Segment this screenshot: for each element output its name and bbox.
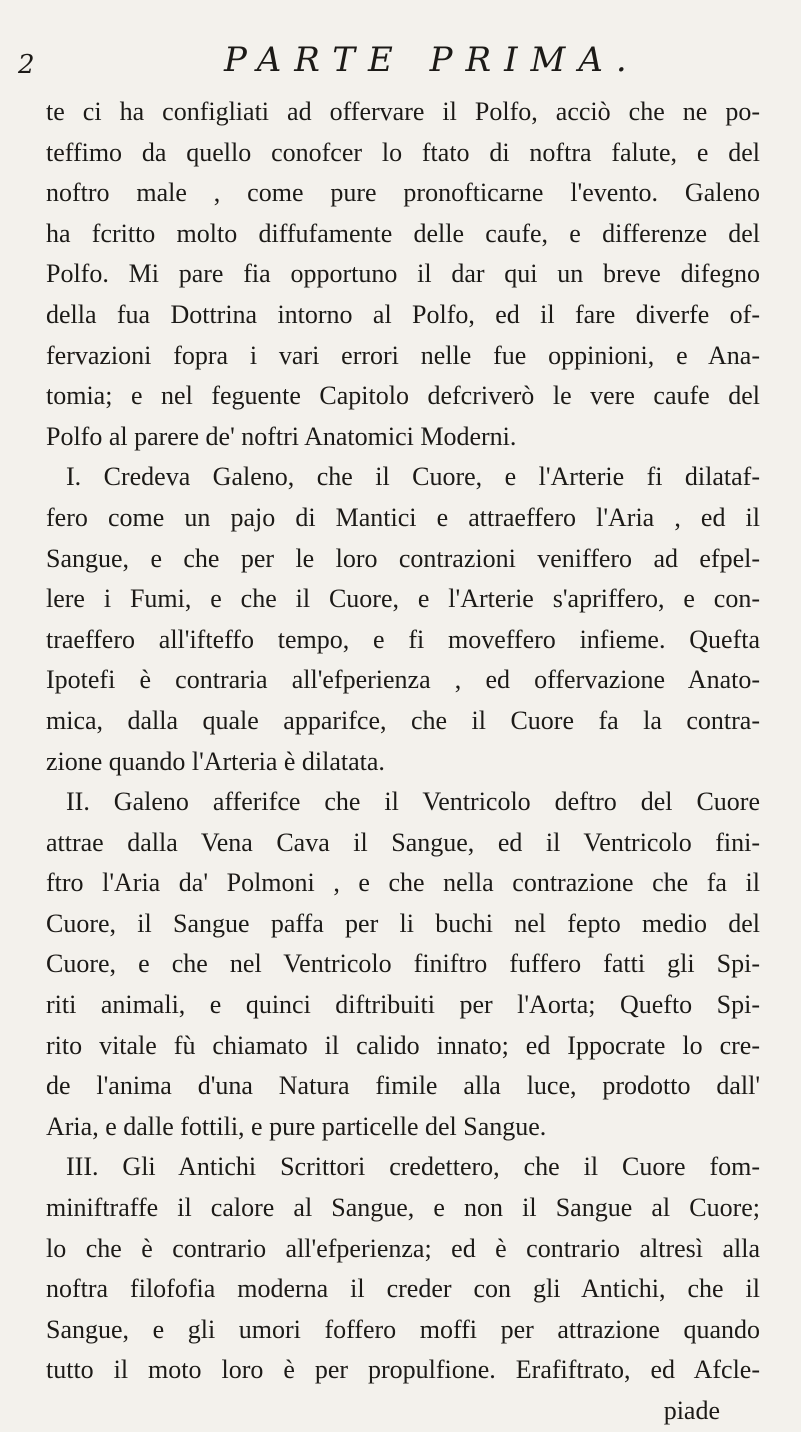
text-line: teffimo da quello conofcer lo ftato di noftra falute, e del xyxy=(46,137,760,167)
text-line: traeffero all'ifteffo tempo, e fi moveffero infieme. Quefta xyxy=(46,624,760,654)
text-line: della fua Dottrina intorno al Polfo, ed il fare diverfe of- xyxy=(46,299,760,329)
text-line: III. Gli Antichi Scrittori credettero, che il Cuore fom- xyxy=(66,1152,760,1182)
text-line: rito vitale fù chiamato il calido innato; ed Ippocrate lo cre- xyxy=(46,1030,760,1060)
text-line: te ci ha configliati ad offervare il Polfo, acciò che ne po- xyxy=(46,97,760,126)
text-line: Cuore, e che nel Ventricolo finiftro fuffero fatti gli Spi- xyxy=(46,949,760,979)
text-line: ftro l'Aria da' Polmoni , e che nella contrazione che fa il xyxy=(46,868,760,898)
page-number: 2 xyxy=(18,50,35,80)
text-line: riti animali, e quinci diftribuiti per l'Aorta; Quefto Spi- xyxy=(46,990,760,1020)
text-line: lo che è contrario all'efperienza; ed è contrario altresì alla xyxy=(46,1233,760,1263)
text-line: Sangue, e che per le loro contrazioni veniffero ad efpel- xyxy=(46,543,760,573)
text-line: fero come un pajo di Mantici e attraeffero l'Aria , ed il xyxy=(46,502,760,532)
text-line: attrae dalla Vena Cava il Sangue, ed il Ventricolo fini- xyxy=(46,827,760,857)
text-line: fervazioni fopra i vari errori nelle fue oppinioni, e Ana- xyxy=(46,340,760,370)
text-line: II. Galeno afferifce che il Ventricolo deftro del Cuore xyxy=(66,787,760,817)
text-line: miniftraffe il calore al Sangue, e non il Sangue al Cuore; xyxy=(46,1193,760,1223)
text-line: de l'anima d'una Natura fimile alla luce, prodotto dall' xyxy=(46,1071,760,1101)
text-line: tomia; e nel feguente Capitolo defcriverò le vere caufe del xyxy=(46,381,760,411)
text-line: Aria, e dalle fottili, e pure particelle del Sangue. xyxy=(46,1111,547,1141)
text-line: ha fcritto molto diffufamente delle caufe, e differenze del xyxy=(46,218,760,248)
text-line: noftro male , come pure pronofticarne l'evento. Galeno xyxy=(46,178,760,208)
text-line: zione quando l'Arteria è dilatata. xyxy=(46,746,385,776)
text-line: I. Credeva Galeno, che il Cuore, e l'Arterie fi dilataf- xyxy=(66,462,760,492)
text-line: Polfo. Mi pare fia opportuno il dar qui un breve difegno xyxy=(46,259,760,289)
body-text xyxy=(46,92,760,1432)
text-line: Polfo al parere de' noftri Anatomici Moderni. xyxy=(46,421,517,451)
text-line: Ipotefi è contraria all'efperienza , ed offervazione Anato- xyxy=(46,665,760,695)
text-line: noftra filofofia moderna il creder con gli Antichi, che il xyxy=(46,1274,760,1304)
text-line: Cuore, il Sangue paffa per li buchi nel fepto medio del xyxy=(46,908,760,938)
text-line: Sangue, e gli umori foffero moffi per attrazione quando xyxy=(46,1314,760,1344)
catchword: piade xyxy=(663,1396,720,1425)
text-line: tutto il moto loro è per propulfione. Erafiftrato, ed Afcle- xyxy=(46,1355,760,1385)
running-head: PARTE PRIMA. xyxy=(224,40,640,80)
text-line: mica, dalla quale apparifce, che il Cuore fa la contra- xyxy=(46,705,760,735)
page-header xyxy=(18,40,758,88)
text-line: lere i Fumi, e che il Cuore, e l'Arterie s'apriffero, e con- xyxy=(46,584,760,614)
